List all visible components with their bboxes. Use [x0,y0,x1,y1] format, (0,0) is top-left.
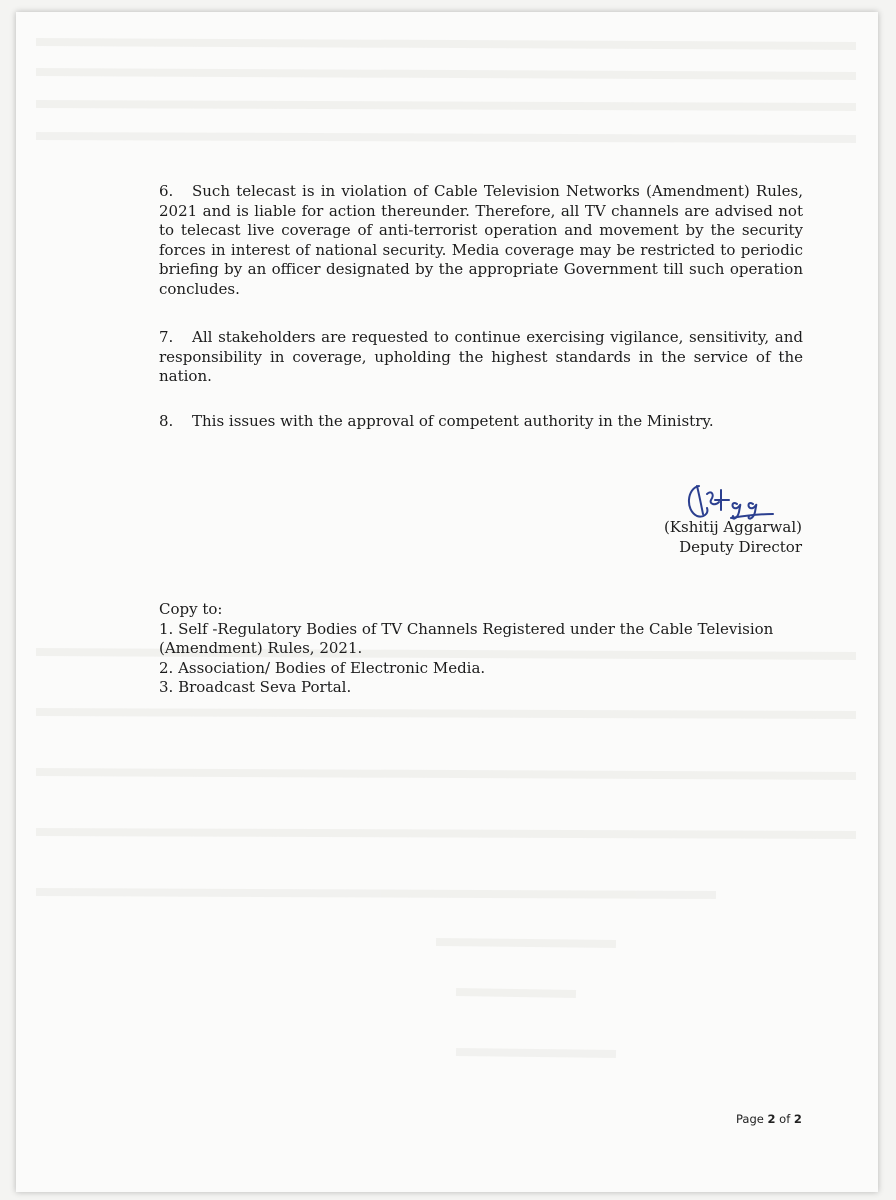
page-number [736,1112,802,1126]
paragraph-7 [159,328,803,387]
signatory-designation: Deputy Director [679,537,802,556]
paragraph-number: 7. [159,328,174,346]
signatory-block [664,518,802,557]
paragraph-text: All stakeholders are requested to continue exercising vigilance, sensitivity, and responsibility in coverage, upholding the highest standards in the service of the nation. [159,328,803,385]
of-label: of [779,1112,791,1126]
total-pages: 2 [793,1112,802,1126]
copy-to-section [159,600,819,698]
current-page: 2 [767,1112,776,1126]
copy-to-item: 3. Broadcast Seva Portal. [159,678,352,696]
paragraph-number: 8. [159,412,174,430]
copy-to-item: 1. Self -Regulatory Bodies of TV Channels Registered under the Cable Television (Amendment) Rules, 2021. [159,619,774,657]
paragraph-8 [159,412,803,432]
paragraph-text: This issues with the approval of competent authority in the Ministry. [192,412,714,430]
signatory-name: (Kshitij Aggarwal) [663,518,802,536]
copy-to-heading: Copy to: [159,600,223,618]
paragraph-6 [159,182,803,299]
page-label: Page [736,1112,764,1126]
document-page [16,12,878,1192]
copy-to-item: 2. Association/ Bodies of Electronic Media. [159,658,486,677]
paragraph-text: Such telecast is in violation of Cable Television Networks (Amendment) Rules, 2021 and is liable for action thereunder. Therefore, all TV channels are advised not to telecast live coverage of anti-terrorist operation and movement by the security forces in interest of national security. Media coverage may be restricted to periodic briefing by an officer designated by the appropriate Government till such operation concludes. [159,182,803,298]
paragraph-number: 6. [159,182,174,200]
